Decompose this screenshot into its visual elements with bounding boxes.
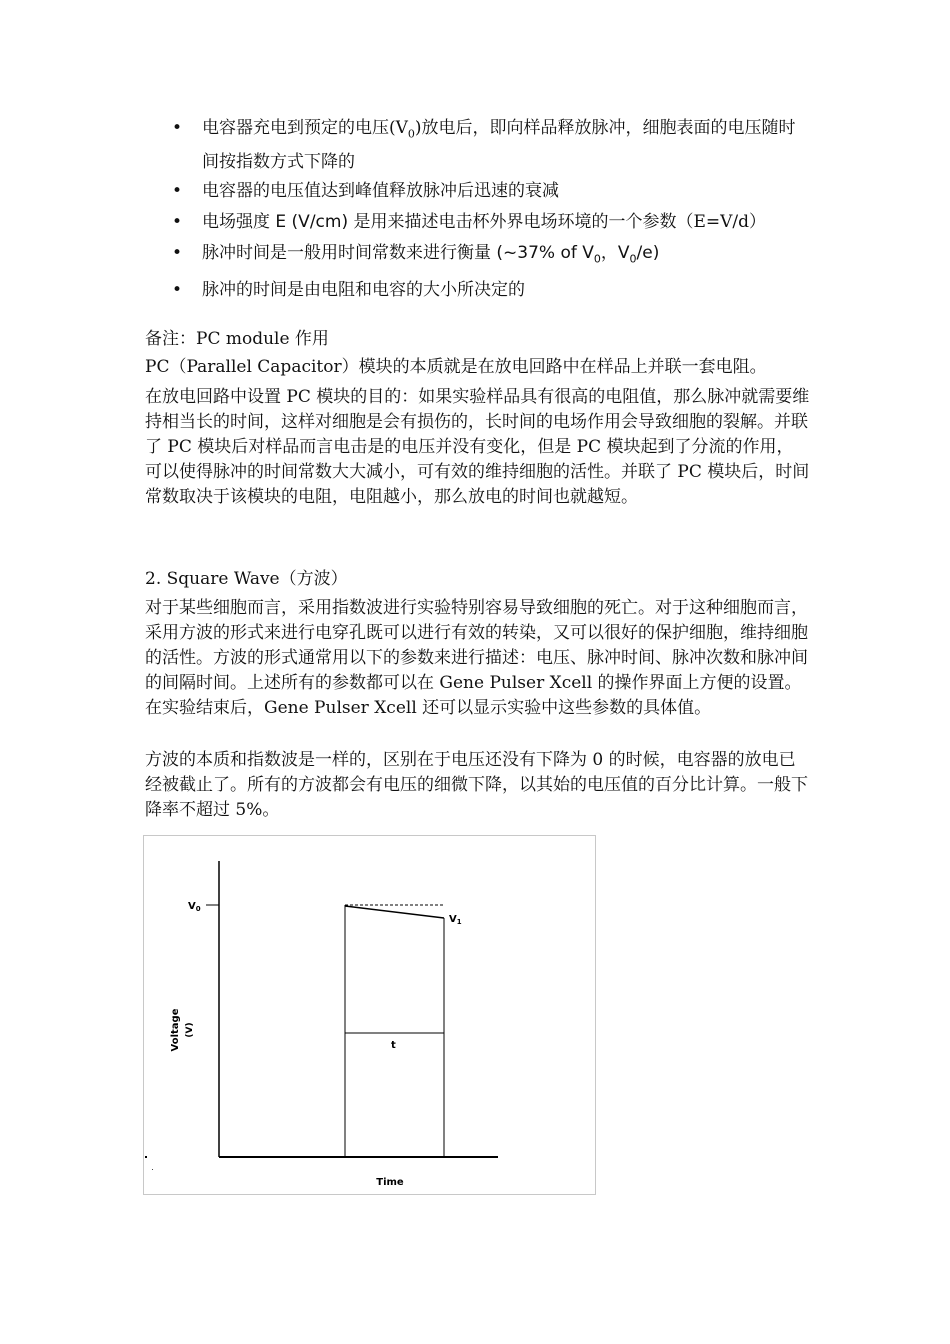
bullet-item [170, 276, 810, 305]
bullet-text: 是用来描述电击杯外界电场环境的一个参数（E=V/d） [348, 212, 767, 233]
y-axis-label: Voltage [170, 1008, 181, 1052]
t-label: t [391, 1040, 396, 1051]
note-paragraph-1: PC（Parallel Capacitor）模块的本质就是在放电回路中在样品上并联一套电阻。 [145, 357, 767, 377]
section-paragraph-2: 方波的本质和指数波是一样的，区别在于电压还没有下降为 0 的时候，电容器的放电已经被截止了。所有的方波都会有电压的细微下降，以其始的电压值的百分比计算。一般下降率不超过 5%。 [145, 750, 808, 820]
pulse-droop-line [345, 906, 444, 918]
note-paragraph-2: 在放电回路中设置 PC 模块的目的：如果实验样品具有很高的电阻值，那么脉冲就需要维持相当长的时间，这样对细胞是会有损伤的，长时间的电场作用会导致细胞的裂解。并联了 PC 模块后对样品而言电击是的电压并没有变化，但是 PC 模块起到了分流的作用，可以使得脉冲的时间常数大大减小，可有效的维持细胞的活性。并联了 PC 模块后，时间常数取决于该模块的电阻，电阻越小，那么放电的时间也就越短。 [145, 387, 810, 507]
bullet-dot: • [172, 118, 183, 138]
bullet-item [170, 239, 810, 273]
note-title: 备注：PC module 作用 [145, 329, 329, 349]
bullet-item [170, 208, 810, 237]
x-axis-label: Time [376, 1177, 404, 1188]
speck-mark [152, 1169, 153, 1170]
bullet-dot: • [172, 212, 183, 233]
v0-label: $V_0$ [188, 901, 201, 913]
bullet-dot: • [172, 243, 183, 264]
bullet-dot: • [172, 279, 183, 300]
bullet-list [170, 114, 810, 307]
section-title: 2. Square Wave（方波） [145, 569, 348, 589]
y-axis-unit: (V) [185, 1022, 195, 1038]
bullet-text: 电容器充电到预定的电压(V [202, 118, 408, 138]
speck-mark [145, 1156, 147, 1158]
square-wave-diagram [144, 836, 597, 1196]
unit-text: E (V/cm) [275, 212, 349, 233]
formula-text: /e) [636, 243, 660, 264]
subscript: 0 [593, 252, 601, 266]
subscript: 0 [407, 127, 415, 141]
subscript: 0 [629, 252, 637, 266]
bullet-text: 脉冲的时间是由电阻和电容的大小所决定的 [202, 279, 525, 300]
bullet-dot: • [172, 181, 183, 202]
bullet-item [170, 177, 810, 206]
v1-label: $V_1$ [449, 914, 462, 926]
bullet-item [170, 114, 810, 177]
bullet-text: 脉冲时间是一般用时间常数来进行衡量 [202, 243, 497, 264]
formula-text: ，V [600, 243, 630, 264]
bullet-text: )放电后，即向样品释放脉冲，细胞表面的电压随时间按指数方式下降的 [202, 118, 796, 173]
formula-text: (~37% of V [496, 243, 594, 264]
section-paragraph-1: 对于某些细胞而言，采用指数波进行实验特别容易导致细胞的死亡。对于这种细胞而言，采用方波的形式来进行电穿孔既可以进行有效的转染，又可以很好的保护细胞，维持细胞的活性。方波的形式通常用以下的参数来进行描述：电压、脉冲时间、脉冲次数和脉冲间的间隔时间。上述所有的参数都可以在 Gene Pulser Xcell 的操作界面上方便的设置。在实验结束后，Gene Pulser Xcell 还可以显示实验中这些参数的具体值。 [145, 598, 808, 718]
bullet-text: 电容器的电压值达到峰值释放脉冲后迅速的衰减 [202, 181, 559, 202]
square-wave-figure [143, 835, 596, 1195]
bullet-text: 电场强度 [202, 212, 276, 233]
